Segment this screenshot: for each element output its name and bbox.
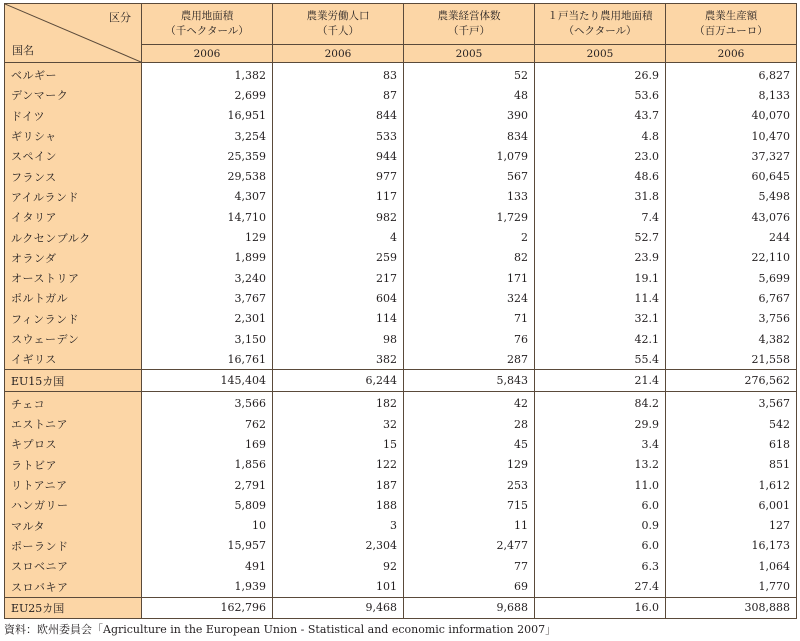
value-cell: 55.4: [535, 349, 666, 370]
table-row: [5, 556, 797, 576]
value-cell: 2,477: [404, 536, 535, 556]
value-cell: 1,729: [404, 207, 535, 227]
value-cell: 287: [404, 349, 535, 370]
value-cell: 944: [273, 146, 404, 166]
value-cell: 13.2: [535, 455, 666, 475]
value-cell: 133: [404, 187, 535, 207]
value-cell: 32.1: [535, 309, 666, 329]
value-cell: 7.4: [535, 207, 666, 227]
value-cell: 4.8: [535, 126, 666, 146]
value-cell: 16,951: [142, 106, 273, 126]
value-cell: 604: [273, 288, 404, 308]
value-cell: 5,843: [404, 370, 535, 391]
value-cell: 14,710: [142, 207, 273, 227]
value-cell: 52.7: [535, 227, 666, 247]
country-name-cell: マルタ: [5, 516, 142, 536]
column-year: 2006: [666, 45, 797, 63]
value-cell: 71: [404, 309, 535, 329]
column-unit: （千戸）: [448, 25, 490, 37]
value-cell: 19.1: [535, 268, 666, 288]
value-cell: 3,567: [666, 391, 797, 414]
value-cell: 3,566: [142, 391, 273, 414]
corner-header-cell: [5, 4, 142, 63]
value-cell: 15,957: [142, 536, 273, 556]
value-cell: 77: [404, 556, 535, 576]
value-cell: 6,827: [666, 63, 797, 86]
value-cell: 6,767: [666, 288, 797, 308]
source-note: 資料：欧州委員会「Agriculture in the European Union - Statistical and economic information 2007」: [4, 623, 557, 636]
value-cell: 29.9: [535, 414, 666, 434]
table-row: [5, 349, 797, 370]
table-row: [5, 207, 797, 227]
value-cell: 21,558: [666, 349, 797, 370]
value-cell: 188: [273, 495, 404, 515]
column-header-labor: [273, 4, 404, 45]
country-name-cell: デンマーク: [5, 85, 142, 105]
corner-category-label: 区分: [109, 11, 131, 24]
table-row: [5, 63, 797, 86]
country-name-cell: オランダ: [5, 248, 142, 268]
value-cell: 29,538: [142, 166, 273, 186]
value-cell: 187: [273, 475, 404, 495]
value-cell: 1,856: [142, 455, 273, 475]
value-cell: 101: [273, 576, 404, 597]
country-name-cell: EU25カ国: [5, 597, 142, 618]
country-name-cell: ルクセンブルク: [5, 227, 142, 247]
country-name-cell: ドイツ: [5, 106, 142, 126]
table-row: [5, 85, 797, 105]
column-unit: （千ヘクタール）: [165, 25, 249, 37]
column-title: 農業経営体数: [437, 10, 501, 22]
value-cell: 3,150: [142, 329, 273, 349]
table-row: [5, 309, 797, 329]
value-cell: 308,888: [666, 597, 797, 618]
table-row: [5, 495, 797, 515]
value-cell: 3,254: [142, 126, 273, 146]
value-cell: 1,899: [142, 248, 273, 268]
value-cell: 2,304: [273, 536, 404, 556]
value-cell: 22,110: [666, 248, 797, 268]
value-cell: 114: [273, 309, 404, 329]
column-title: 農用地面積: [180, 10, 234, 22]
value-cell: 542: [666, 414, 797, 434]
value-cell: 60,645: [666, 166, 797, 186]
value-cell: 10,470: [666, 126, 797, 146]
column-year: 2005: [404, 45, 535, 63]
column-title: 農業生産額: [704, 10, 758, 22]
value-cell: 28: [404, 414, 535, 434]
value-cell: 1,064: [666, 556, 797, 576]
value-cell: 977: [273, 166, 404, 186]
agriculture-statistics-table-container: [4, 3, 796, 619]
value-cell: 69: [404, 576, 535, 597]
header-title-row: [5, 4, 797, 45]
value-cell: 42.1: [535, 329, 666, 349]
table-row: [5, 329, 797, 349]
value-cell: 533: [273, 126, 404, 146]
value-cell: 162,796: [142, 597, 273, 618]
country-name-cell: EU15カ国: [5, 370, 142, 391]
country-name-cell: ポーランド: [5, 536, 142, 556]
country-name-cell: ベルギー: [5, 63, 142, 86]
table-body: [5, 63, 797, 619]
value-cell: 3,767: [142, 288, 273, 308]
value-cell: 2,791: [142, 475, 273, 495]
value-cell: 117: [273, 187, 404, 207]
country-name-cell: エストニア: [5, 414, 142, 434]
value-cell: 169: [142, 434, 273, 454]
country-name-cell: スペイン: [5, 146, 142, 166]
value-cell: 48: [404, 85, 535, 105]
value-cell: 3,756: [666, 309, 797, 329]
value-cell: 25,359: [142, 146, 273, 166]
value-cell: 982: [273, 207, 404, 227]
eu25-total-row: [5, 597, 797, 618]
value-cell: 16,173: [666, 536, 797, 556]
column-header-area-per-holding: [535, 4, 666, 45]
table-row: [5, 536, 797, 556]
value-cell: 253: [404, 475, 535, 495]
column-header-holdings: [404, 4, 535, 45]
country-name-cell: スロバキア: [5, 576, 142, 597]
value-cell: 11: [404, 516, 535, 536]
value-cell: 1,939: [142, 576, 273, 597]
value-cell: 6,001: [666, 495, 797, 515]
value-cell: 15: [273, 434, 404, 454]
table-row: [5, 146, 797, 166]
value-cell: 92: [273, 556, 404, 576]
value-cell: 6.0: [535, 495, 666, 515]
value-cell: 382: [273, 349, 404, 370]
value-cell: 43,076: [666, 207, 797, 227]
value-cell: 5,809: [142, 495, 273, 515]
country-name-cell: ギリシャ: [5, 126, 142, 146]
value-cell: 37,327: [666, 146, 797, 166]
value-cell: 618: [666, 434, 797, 454]
table-row: [5, 106, 797, 126]
value-cell: 3: [273, 516, 404, 536]
value-cell: 98: [273, 329, 404, 349]
country-name-cell: オーストリア: [5, 268, 142, 288]
value-cell: 0.9: [535, 516, 666, 536]
value-cell: 40,070: [666, 106, 797, 126]
value-cell: 4,307: [142, 187, 273, 207]
value-cell: 127: [666, 516, 797, 536]
value-cell: 5,498: [666, 187, 797, 207]
value-cell: 9,688: [404, 597, 535, 618]
value-cell: 43.7: [535, 106, 666, 126]
country-name-cell: イタリア: [5, 207, 142, 227]
value-cell: 1,770: [666, 576, 797, 597]
value-cell: 217: [273, 268, 404, 288]
country-name-cell: スロベニア: [5, 556, 142, 576]
value-cell: 129: [142, 227, 273, 247]
country-name-cell: チェコ: [5, 391, 142, 414]
value-cell: 244: [666, 227, 797, 247]
value-cell: 48.6: [535, 166, 666, 186]
value-cell: 9,468: [273, 597, 404, 618]
column-year: 2006: [273, 45, 404, 63]
column-title: １戸当たり農用地面積: [547, 10, 653, 22]
value-cell: 26.9: [535, 63, 666, 86]
value-cell: 23.0: [535, 146, 666, 166]
value-cell: 1,612: [666, 475, 797, 495]
value-cell: 83: [273, 63, 404, 86]
value-cell: 42: [404, 391, 535, 414]
value-cell: 6.3: [535, 556, 666, 576]
column-unit: （百万ユーロ）: [694, 25, 768, 37]
value-cell: 76: [404, 329, 535, 349]
value-cell: 11.0: [535, 475, 666, 495]
value-cell: 171: [404, 268, 535, 288]
value-cell: 844: [273, 106, 404, 126]
table-row: [5, 248, 797, 268]
value-cell: 567: [404, 166, 535, 186]
country-name-cell: ハンガリー: [5, 495, 142, 515]
table-row: [5, 391, 797, 414]
value-cell: 11.4: [535, 288, 666, 308]
column-unit: （千人）: [317, 25, 359, 37]
value-cell: 122: [273, 455, 404, 475]
table-row: [5, 126, 797, 146]
value-cell: 6.0: [535, 536, 666, 556]
value-cell: 1,079: [404, 146, 535, 166]
value-cell: 145,404: [142, 370, 273, 391]
value-cell: 23.9: [535, 248, 666, 268]
value-cell: 182: [273, 391, 404, 414]
column-header-farmland: [142, 4, 273, 45]
value-cell: 32: [273, 414, 404, 434]
eu15-total-row: [5, 370, 797, 391]
value-cell: 53.6: [535, 85, 666, 105]
table-row: [5, 227, 797, 247]
value-cell: 762: [142, 414, 273, 434]
country-name-cell: スウェーデン: [5, 329, 142, 349]
table-row: [5, 434, 797, 454]
value-cell: 324: [404, 288, 535, 308]
value-cell: 8,133: [666, 85, 797, 105]
value-cell: 21.4: [535, 370, 666, 391]
value-cell: 129: [404, 455, 535, 475]
value-cell: 31.8: [535, 187, 666, 207]
table-row: [5, 455, 797, 475]
value-cell: 276,562: [666, 370, 797, 391]
value-cell: 27.4: [535, 576, 666, 597]
table-row: [5, 268, 797, 288]
column-unit: （ヘクタール）: [563, 25, 637, 37]
value-cell: 82: [404, 248, 535, 268]
value-cell: 1,382: [142, 63, 273, 86]
value-cell: 52: [404, 63, 535, 86]
table-row: [5, 475, 797, 495]
value-cell: 2: [404, 227, 535, 247]
column-year: 2005: [535, 45, 666, 63]
value-cell: 4,382: [666, 329, 797, 349]
value-cell: 4: [273, 227, 404, 247]
table-row: [5, 288, 797, 308]
country-name-cell: ラトビア: [5, 455, 142, 475]
country-name-cell: リトアニア: [5, 475, 142, 495]
corner-country-label: 国名: [12, 44, 34, 57]
country-name-cell: フランス: [5, 166, 142, 186]
country-name-cell: イギリス: [5, 349, 142, 370]
country-name-cell: キプロス: [5, 434, 142, 454]
table-row: [5, 166, 797, 186]
value-cell: 3,240: [142, 268, 273, 288]
value-cell: 45: [404, 434, 535, 454]
table-row: [5, 414, 797, 434]
column-title: 農業労働人口: [306, 10, 370, 22]
column-header-output: [666, 4, 797, 45]
table-row: [5, 516, 797, 536]
value-cell: 87: [273, 85, 404, 105]
value-cell: 2,301: [142, 309, 273, 329]
country-name-cell: ポルトガル: [5, 288, 142, 308]
table-row: [5, 187, 797, 207]
value-cell: 2,699: [142, 85, 273, 105]
value-cell: 3.4: [535, 434, 666, 454]
value-cell: 10: [142, 516, 273, 536]
value-cell: 16,761: [142, 349, 273, 370]
value-cell: 84.2: [535, 391, 666, 414]
value-cell: 390: [404, 106, 535, 126]
value-cell: 5,699: [666, 268, 797, 288]
value-cell: 491: [142, 556, 273, 576]
value-cell: 834: [404, 126, 535, 146]
value-cell: 259: [273, 248, 404, 268]
value-cell: 851: [666, 455, 797, 475]
table-row: [5, 576, 797, 597]
eu-agriculture-table: [4, 3, 797, 619]
value-cell: 6,244: [273, 370, 404, 391]
country-name-cell: アイルランド: [5, 187, 142, 207]
column-year: 2006: [142, 45, 273, 63]
value-cell: 715: [404, 495, 535, 515]
value-cell: 16.0: [535, 597, 666, 618]
country-name-cell: フィンランド: [5, 309, 142, 329]
